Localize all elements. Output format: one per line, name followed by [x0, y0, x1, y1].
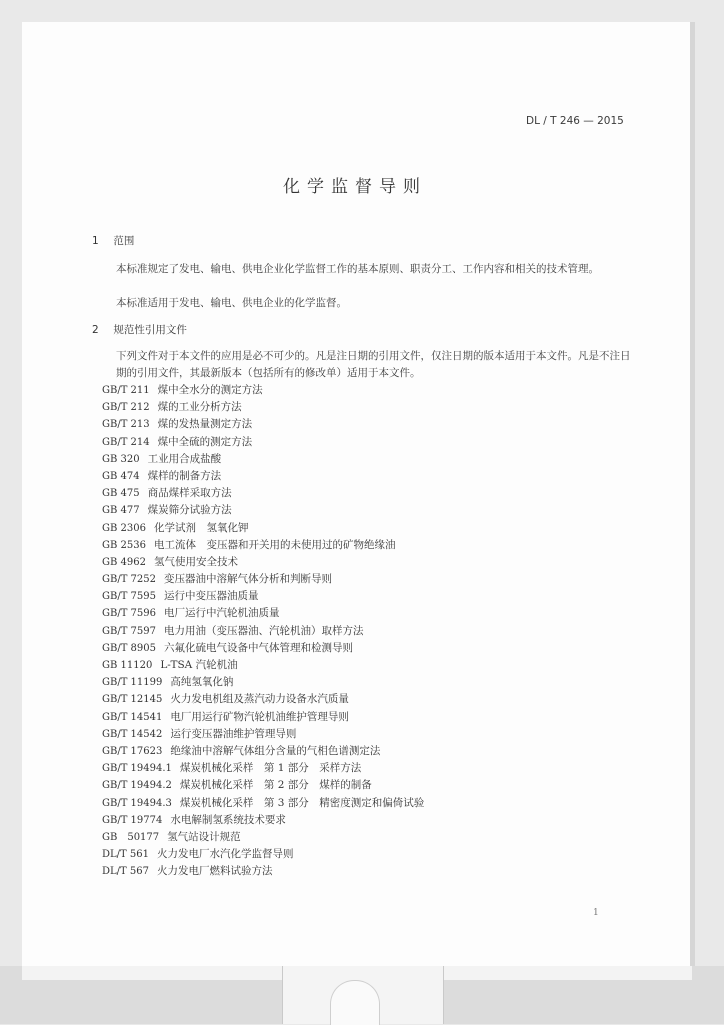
- section-title: 范围: [113, 235, 135, 247]
- list-item: [102, 743, 622, 760]
- reference-code: GB 474: [102, 470, 140, 482]
- reference-title: 化学试剂 氢氧化钾: [153, 521, 249, 534]
- reference-title: 氢气使用安全技术: [153, 555, 238, 568]
- list-item: [102, 760, 622, 777]
- reference-code: GB/T 8905: [102, 642, 157, 654]
- section-2-heading: [92, 322, 187, 337]
- reference-code: DL/T 561: [102, 849, 149, 861]
- reference-title: L-TSA 汽轮机油: [160, 659, 238, 671]
- list-item: [102, 605, 622, 622]
- page-number: 1: [593, 908, 599, 918]
- reference-code: GB/T 19494.3: [102, 797, 172, 809]
- reference-title: 电厂运行中汽轮机油质量: [164, 607, 280, 620]
- reference-title: 水电解制氢系统技术要求: [170, 813, 286, 826]
- reference-title: 煤炭机械化采样 第 1 部分 采样方法: [179, 762, 362, 775]
- reference-title: 商品煤样采取方法: [147, 487, 232, 500]
- reference-title: 煤样的制备方法: [147, 469, 222, 482]
- reference-code: GB 2536: [102, 539, 146, 551]
- list-item: [102, 468, 622, 485]
- reference-code: GB/T 19494.1: [102, 763, 172, 775]
- reference-title: 绝缘油中溶解气体组分含量的气相色谱测定法: [170, 744, 381, 757]
- list-item: [102, 451, 622, 468]
- reference-title: 电力用油（变压器油、汽轮机油）取样方法: [164, 624, 364, 637]
- reference-code: GB 320: [102, 453, 140, 465]
- reference-code: GB/T 11199: [102, 677, 163, 689]
- section-number: 2: [92, 324, 99, 336]
- reference-code: GB/T 211: [102, 385, 150, 396]
- list-item: [102, 554, 622, 571]
- reference-title: 煤中全硫的测定方法: [157, 435, 253, 448]
- list-item: [102, 399, 622, 416]
- reference-title: 煤的发热量测定方法: [157, 418, 253, 431]
- section-1-paragraph-2: [92, 295, 632, 312]
- reference-code: GB/T 19774: [102, 814, 163, 826]
- reference-title: 煤炭机械化采样 第 2 部分 煤样的制备: [179, 779, 372, 792]
- reference-title: 火力发电厂水汽化学监督导则: [156, 848, 294, 861]
- reference-code: GB 475: [102, 488, 140, 500]
- list-item: [102, 812, 622, 829]
- section-title: 规范性引用文件: [113, 324, 187, 336]
- reference-code: GB/T 12145: [102, 694, 163, 706]
- list-item: [102, 571, 622, 588]
- reference-title: 火力发电厂燃料试验方法: [156, 865, 273, 878]
- reference-code: GB/T 14542: [102, 728, 163, 740]
- list-item: [102, 726, 622, 743]
- list-item: [102, 434, 622, 451]
- list-item: [102, 640, 622, 657]
- reference-title: 电工流体 变压器和开关用的未使用过的矿物绝缘油: [153, 538, 396, 551]
- reference-title: 煤炭筛分试验方法: [147, 504, 232, 517]
- list-item: [102, 691, 622, 708]
- list-item: [102, 846, 622, 863]
- reference-list: [102, 382, 622, 880]
- section-1-paragraph-1: [92, 261, 632, 278]
- section-2-intro: [92, 348, 632, 382]
- reference-code: GB 4962: [102, 556, 146, 568]
- reference-code: GB 50177: [102, 831, 160, 843]
- paragraph-text: 下列文件对于本文件的应用是必不可少的。凡是注日期的引用文件，仅注日期的版本适用于本文件。凡是不注日期的引用文件，其最新版本（包括所有的修改单）适用于本文件。: [116, 350, 631, 379]
- reference-title: 氢气站设计规范: [167, 830, 241, 843]
- list-item: [102, 588, 622, 605]
- reference-code: GB/T 19494.2: [102, 780, 172, 792]
- section-number: 1: [92, 235, 99, 247]
- list-item: [102, 537, 622, 554]
- reference-title: 电厂用运行矿物汽轮机油维护管理导则: [170, 710, 349, 723]
- paragraph-text: 本标准适用于发电、输电、供电企业的化学监督。: [116, 297, 347, 309]
- reference-code: GB/T 14541: [102, 711, 163, 723]
- list-item: [102, 623, 622, 640]
- list-item: [102, 502, 622, 519]
- reference-code: GB 11120: [102, 660, 153, 671]
- reference-title: 高纯氢氧化钠: [170, 676, 234, 689]
- reference-code: GB 2306: [102, 522, 146, 534]
- scanner-tab-notch: [330, 980, 380, 1025]
- list-item: [102, 709, 622, 726]
- reference-code: GB/T 7252: [102, 574, 157, 586]
- list-item: [102, 863, 622, 880]
- list-item: [102, 795, 622, 812]
- reference-code: DL/T 567: [102, 866, 149, 878]
- reference-code: GB/T 212: [102, 402, 150, 414]
- reference-code: GB/T 7596: [102, 608, 157, 620]
- reference-code: GB/T 17623: [102, 745, 163, 757]
- list-item: [102, 777, 622, 794]
- reference-title: 工业用合成盐酸: [147, 452, 222, 465]
- reference-code: GB/T 7595: [102, 591, 157, 603]
- reference-code: GB/T 214: [102, 436, 150, 448]
- list-item: [102, 657, 622, 674]
- document-code: DL / T 246 — 2015: [526, 115, 624, 127]
- reference-title: 六氟化硫电气设备中气体管理和检测导则: [164, 641, 354, 654]
- reference-code: GB 477: [102, 505, 140, 517]
- list-item: [102, 382, 622, 399]
- list-item: [102, 674, 622, 691]
- reference-title: 运行中变压器油质量: [164, 590, 259, 603]
- reference-title: 煤中全水分的测定方法: [157, 384, 263, 396]
- reference-title: 煤炭机械化采样 第 3 部分 精密度测定和偏倚试验: [179, 796, 425, 809]
- list-item: [102, 416, 622, 433]
- paragraph-text: 本标准规定了发电、输电、供电企业化学监督工作的基本原则、职责分工、工作内容和相关的技术管理。: [116, 263, 599, 275]
- reference-title: 火力发电机组及蒸汽动力设备水汽质量: [170, 693, 349, 706]
- list-item: [102, 520, 622, 537]
- reference-title: 运行变压器油维护管理导则: [170, 727, 297, 740]
- reference-title: 变压器油中溶解气体分析和判断导则: [164, 573, 333, 586]
- reference-code: GB/T 213: [102, 419, 150, 431]
- reference-title: 煤的工业分析方法: [157, 401, 242, 414]
- document-title: 化学监督导则: [283, 177, 427, 197]
- page-right-edge: [690, 22, 695, 982]
- list-item: [102, 485, 622, 502]
- reference-code: GB/T 7597: [102, 625, 157, 637]
- list-item: [102, 829, 622, 846]
- section-1-heading: [92, 233, 134, 248]
